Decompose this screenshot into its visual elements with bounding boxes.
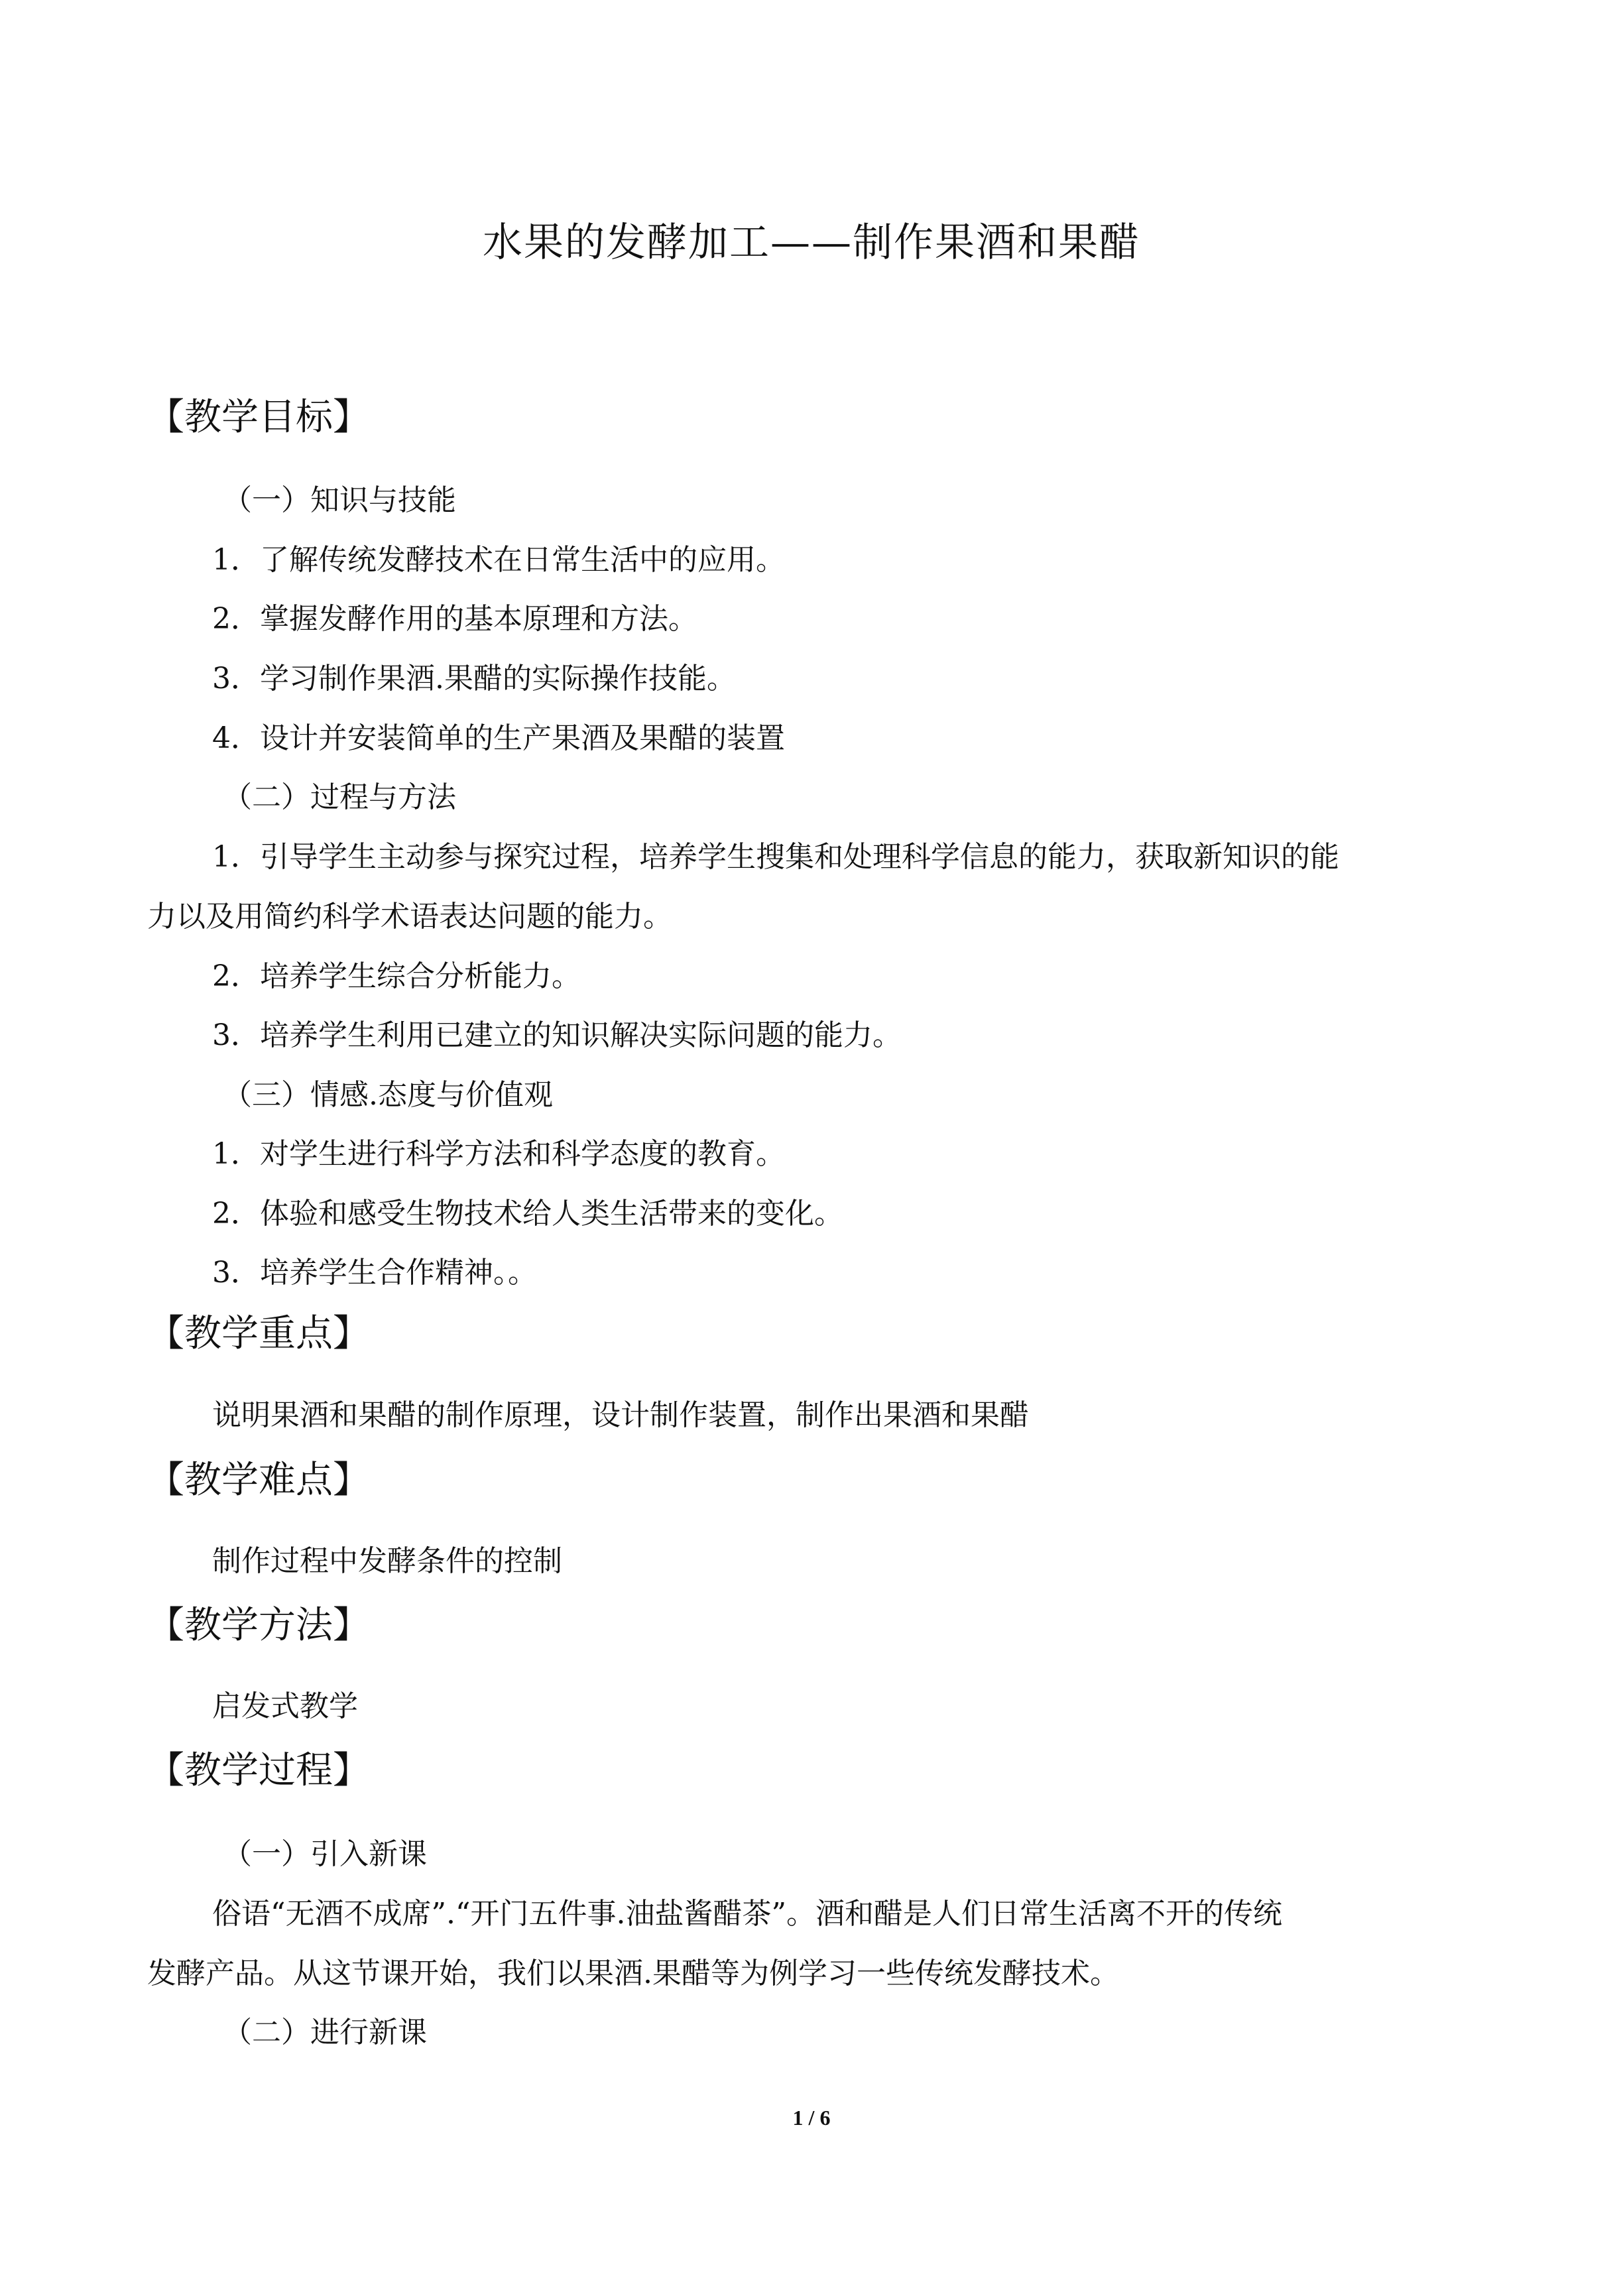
heading-difficulties: 【教学难点】	[147, 1459, 370, 1502]
page-number: 1 / 6	[792, 2106, 831, 2130]
heading-objectives: 【教学目标】	[147, 396, 370, 439]
objectives-item: 3．培养学生利用已建立的知识解决实际问题的能力。	[212, 1018, 902, 1052]
process-paragraph-line: 俗语“无酒不成席”.“开门五件事.油盐酱醋茶”。酒和醋是人们日常生活离不开的传统	[212, 1897, 1282, 1931]
heading-key-points: 【教学重点】	[147, 1312, 370, 1355]
objectives-subheading-attitude: （三）情感.态度与价值观	[223, 1078, 553, 1112]
objectives-item: 3．培养学生合作精神。。	[212, 1256, 537, 1290]
objectives-item: 2．掌握发酵作用的基本原理和方法。	[212, 602, 697, 636]
process-subheading-intro: （一）引入新课	[223, 1837, 427, 1871]
process-subheading-new: （二）进行新课	[223, 2016, 427, 2049]
methods-text: 启发式教学	[212, 1689, 358, 1723]
objectives-item: 2．培养学生综合分析能力。	[212, 959, 581, 993]
key-points-text: 说明果酒和果醋的制作原理，设计制作装置，制作出果酒和果醋	[212, 1398, 1029, 1432]
objectives-subheading-process: （二）过程与方法	[223, 780, 456, 814]
heading-process: 【教学过程】	[147, 1749, 370, 1792]
process-paragraph-continuation: 发酵产品。从这节课开始，我们以果酒.果醋等为例学习一些传统发酵技术。	[147, 1957, 1119, 1990]
difficulties-text: 制作过程中发酵条件的控制	[212, 1544, 562, 1578]
document-title: 水果的发酵加工——制作果酒和果醋	[483, 219, 1140, 266]
objectives-item: 4．设计并安装简单的生产果酒及果醋的装置	[212, 721, 785, 755]
objectives-item: 3．学习制作果酒.果醋的实际操作技能。	[212, 662, 736, 695]
heading-methods: 【教学方法】	[147, 1604, 370, 1647]
objectives-item: 1．对学生进行科学方法和科学态度的教育。	[212, 1137, 785, 1171]
objectives-item: 2．体验和感受生物技术给人类生活带来的变化。	[212, 1197, 843, 1231]
objectives-item-continuation: 力以及用简约科学术语表达问题的能力。	[147, 900, 672, 934]
objectives-item: 1．引导学生主动参与探究过程，培养学生搜集和处理科学信息的能力，获取新知识的能	[212, 840, 1339, 874]
objectives-subheading-knowledge: （一）知识与技能	[223, 483, 456, 517]
objectives-item: 1．了解传统发酵技术在日常生活中的应用。	[212, 543, 785, 577]
